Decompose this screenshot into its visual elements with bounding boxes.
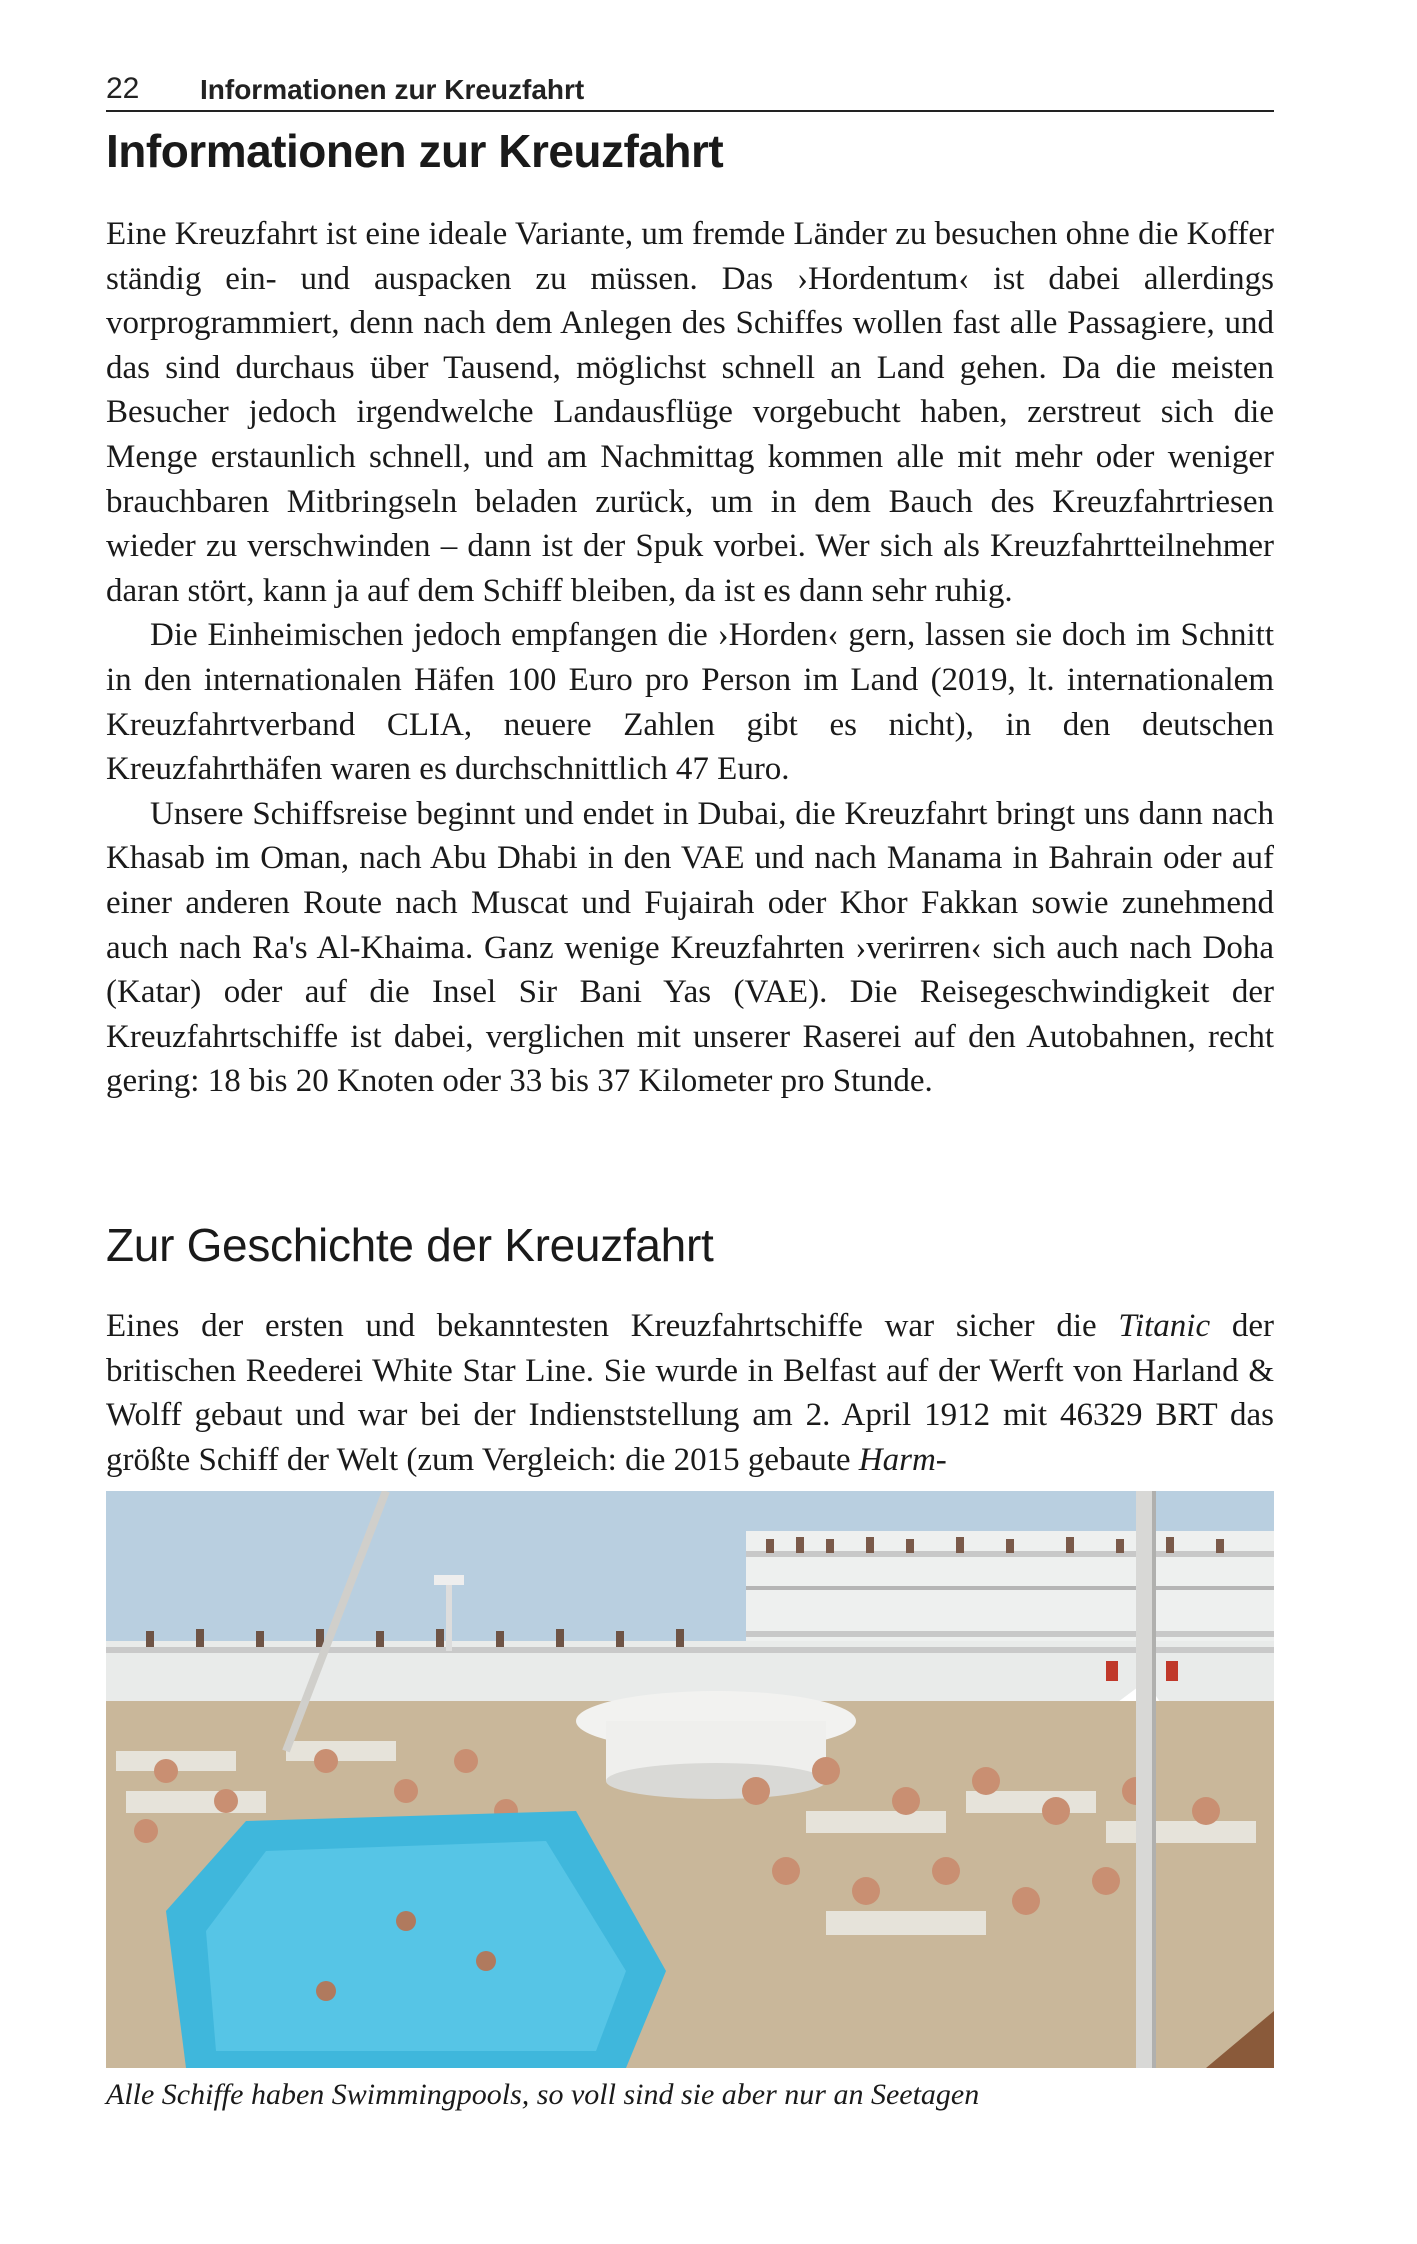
page-header — [106, 68, 1274, 112]
paragraph-4-text-b: der britischen Reederei White Star Line. Sie wurde in Belfast auf der Werft von Harland & Wolff gebaut und war bei der Indienststellung am 2. April 1912 mit 46329 BRT das größte Schiff der Welt (zum Vergleich: die 2015 gebaute — [106, 1308, 1274, 1478]
paragraph-4 — [106, 1304, 1274, 1482]
page-number: 22 — [106, 72, 140, 105]
section2-body — [106, 1304, 1274, 1482]
paragraph-4-text-a: Eines der ersten und bekanntesten Kreuzfahrtschiffe war sicher die — [106, 1308, 1119, 1344]
paragraph-2: Die Einheimischen jedoch empfangen die ›Horden‹ gern, lassen sie doch im Schnitt in den internationalen Häfen 100 Euro pro Person im Land (2019, lt. internationalem Kreuzfahrtverband CLIA, neuere Zahlen gibt es nicht), in den deutschen Kreuzfahrthäfen waren es durchschnittlich 47 Euro. — [106, 617, 1274, 788]
ship-name-harmony: Harm- — [858, 1441, 947, 1478]
mast-pole — [1136, 1491, 1152, 2068]
cruise-pool-photo — [106, 1491, 1274, 2068]
section-title-informationen: Informationen zur Kreuzfahrt — [106, 125, 724, 177]
paragraph-1: Eine Kreuzfahrt ist eine ideale Variante, um fremde Länder zu besuchen ohne die Koffer ständig ein- und auspacken zu müssen. Das ›Hordentum‹ ist dabei allerdings vorprogrammiert, denn nach dem Anlegen des Schiffes wollen fast alle Passagiere, und das sind durchaus über Tausend, möglichst schnell an Land gehen. Da die meisten Besucher jedoch irgendwelche Landausflüge vorgebucht haben, zerstreut sich die Menge erstaunlich schnell, und am Nachmittag kommen alle mit mehr oder weniger brauchbaren Mitbringseln beladen zurück, um in dem Bauch des Kreuzfahrtriesen wieder zu verschwinden – dann ist der Spuk vorbei. Wer sich als Kreuzfahrtteilnehmer daran stört, kann ja auf dem Schiff bleiben, da ist es dann sehr ruhig. — [106, 216, 1274, 609]
section1-body — [106, 212, 1274, 1104]
photo-caption: Alle Schiffe haben Swimmingpools, so voll sind sie aber nur an Seetagen — [106, 2078, 980, 2111]
section-title-geschichte: Zur Geschichte der Kreuzfahrt — [106, 1219, 714, 1271]
ship-name-titanic: Titanic — [1118, 1308, 1211, 1344]
running-title: Informationen zur Kreuzfahrt — [200, 74, 585, 105]
paragraph-3: Unsere Schiffsreise beginnt und endet in Dubai, die Kreuzfahrt bringt uns dann nach Khasab im Oman, nach Abu Dhabi in den VAE und nach Manama in Bahrain oder auf einer anderen Route nach Muscat und Fujairah oder Khor Fakkan sowie zunehmend auch nach Ra's Al-Khaima. Ganz wenige Kreuzfahrten ›verirren‹ sich auch nach Doha (Katar) oder auf die Insel Sir Bani Yas (VAE). Die Reisegeschwindigkeit der Kreuzfahrtschiffe ist dabei, verglichen mit unserer Raserei auf den Autobahnen, recht gering: 18 bis 20 Knoten oder 33 bis 37 Kilometer pro Stunde. — [106, 795, 1274, 1100]
